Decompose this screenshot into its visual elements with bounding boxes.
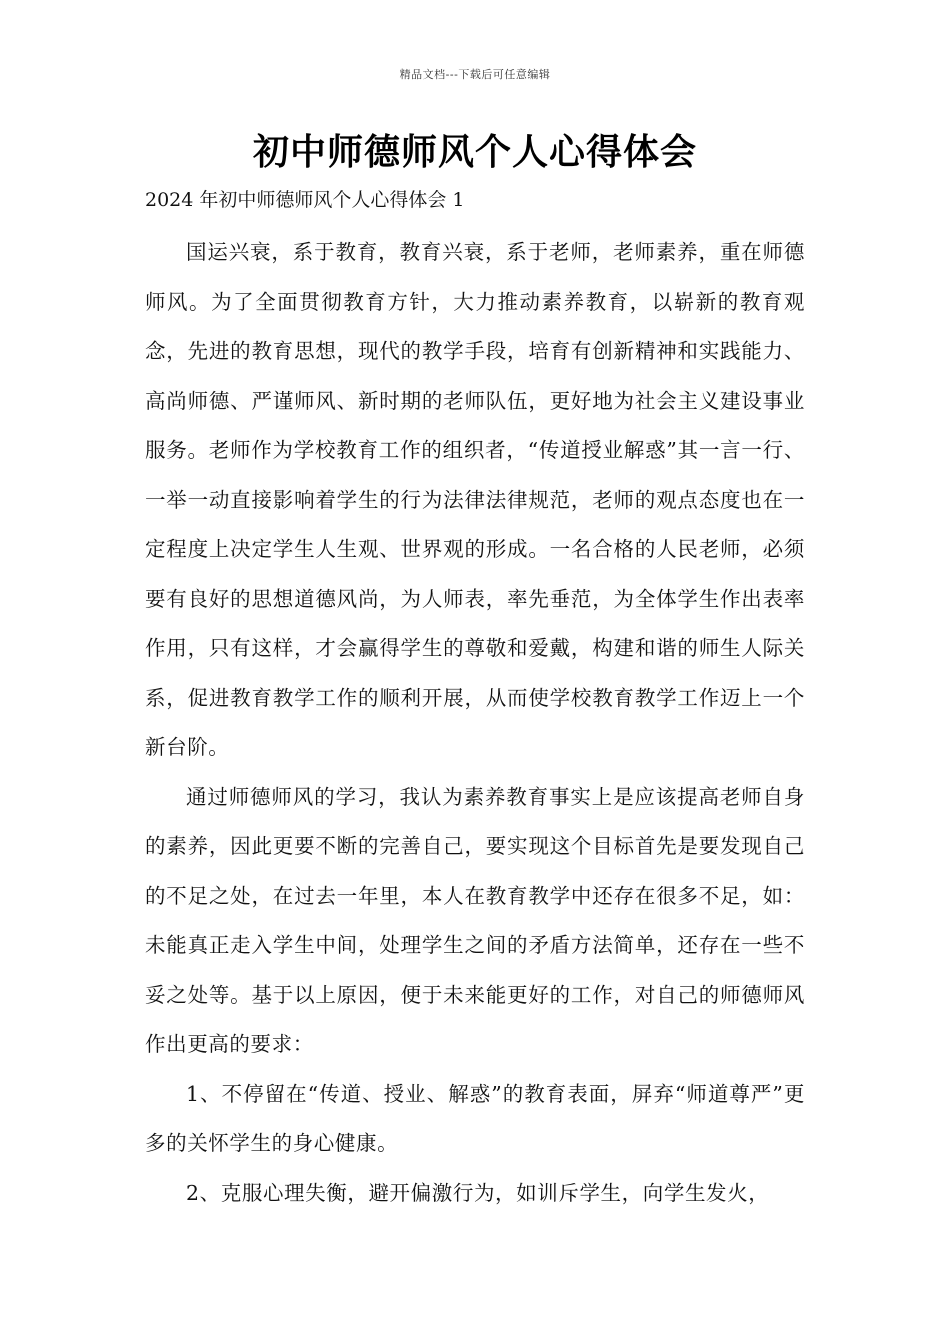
- paragraph-4: 2、克服心理失衡，避开偏激行为，如训斥学生，向学生发火，: [186, 1180, 770, 1205]
- header-note: 精品文档---下载后可任意编辑: [399, 68, 551, 81]
- document-title: 初中师德师风个人心得体会: [252, 131, 697, 173]
- document-subtitle: 2024 年初中师德师风个人心得体会 1: [145, 189, 465, 211]
- paragraph-1: 国运兴衰，系于教育，教育兴衰，系于老师，老师素养，重在师德师风。为了全面贯彻教育方针，大力推动素养教育，以崭新的教育观念，先进的教育思想，现代的教学手段，培育有创新精神和实践能力、高尚师德、严谨师风、新时期的老师队伍，更好地为社会主义建设事业服务。老师作为学校教育工作的组织者，“传道授业解惑”其一言一行、一举一动直接影响着学生的行为法律法律规范，老师的观点态度也在一定程度上决定学生人生观、世界观的形成。一名合格的人民老师，必须要有良好的思想道德风尚，为人师表，率先垂范，为全体学生作出表率作用，只有这样，才会赢得学生的尊敬和爱戴，构建和谐的师生人际关系，促进教育教学工作的顺利开展，从而使学校教育教学工作迈上一个新台阶。: [145, 240, 805, 759]
- document-body: [145, 228, 805, 1218]
- paragraph-2: 通过师德师风的学习，我认为素养教育事实上是应该提高老师自身的素养，因此更要不断的完善自己，要实现这个目标首先是要发现自己的不足之处，在过去一年里，本人在教育教学中还存在很多不足，如：未能真正走入学生中间，处理学生之间的矛盾方法简单，还存在一些不妥之处等。基于以上原因，便于未来能更好的工作，对自己的师德师风作出更高的要求：: [145, 784, 805, 1056]
- paragraph-3: 1、不停留在“传道、授业、解惑”的教育表面，屏弃“师道尊严”更多的关怀学生的身心健康。: [145, 1081, 805, 1155]
